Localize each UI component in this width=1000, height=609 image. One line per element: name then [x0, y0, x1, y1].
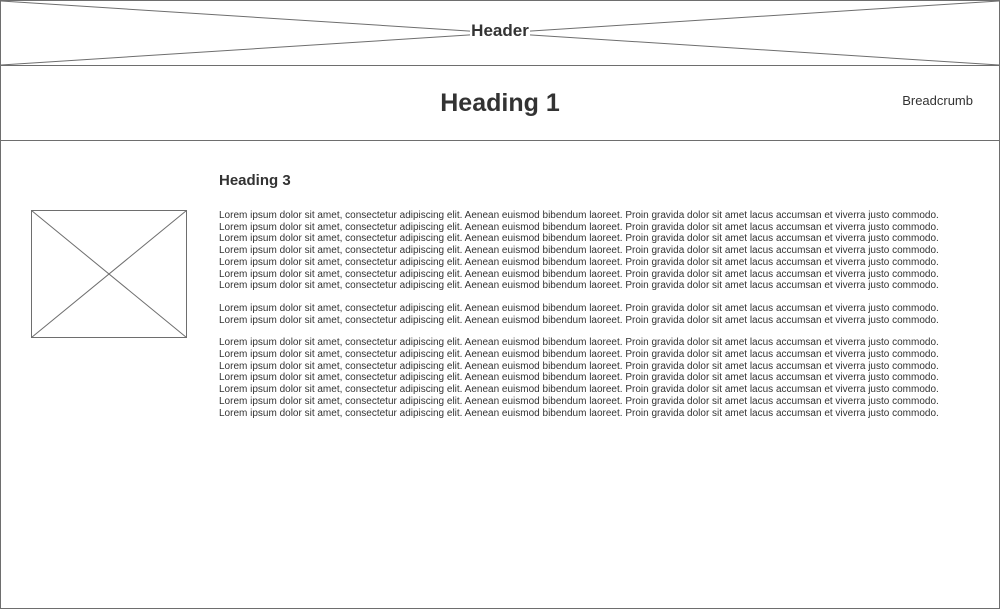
header-label: Header	[471, 21, 529, 40]
header-placeholder	[1, 1, 999, 66]
paragraph: Lorem ipsum dolor sit amet, consectetur adipiscing elit. Aenean euismod bibendum laoreet. Proin gravida dolor sit amet lacus accumsan et viverra justo commodo. Lorem ipsum dolor sit amet, consectetur adipiscing elit. Aenean euismod bibendum laoreet. Proin gravida dolor sit amet lacus accumsan et viverra justo commodo.	[219, 302, 939, 326]
section-heading: Heading 3	[219, 172, 291, 189]
header-label-wrap	[1, 21, 999, 41]
body-content	[219, 210, 941, 430]
title-bar	[1, 66, 999, 141]
paragraph: Lorem ipsum dolor sit amet, consectetur adipiscing elit. Aenean euismod bibendum laoreet. Proin gravida dolor sit amet lacus accumsan et viverra justo commodo. Lorem ipsum dolor sit amet, consectetur adipiscing elit. Aenean euismod bibendum laoreet. Proin gravida dolor sit amet lacus accumsan et viverra justo commodo. Lorem ipsum dolor sit amet, consectetur adipiscing elit. Aenean euismod bibendum laoreet. Proin gravida dolor sit amet lacus accumsan et viverra justo commodo. Lorem ipsum dolor sit amet, consectetur adipiscing elit. Aenean euismod bibendum laoreet. Proin gravida dolor sit amet lacus accumsan et viverra justo commodo. Lorem ipsum dolor sit amet, consectetur adipiscing elit. Aenean euismod bibendum laoreet. Proin gravida dolor sit amet lacus accumsan et viverra justo commodo. Lorem ipsum dolor sit amet, consectetur adipiscing elit. Aenean euismod bibendum laoreet. Proin gravida dolor sit amet lacus accumsan et viverra justo commodo. Lorem ipsum dolor sit amet, consectetur adipiscing elit. Aenean euismod bibendum laoreet. Proin gravida dolor sit amet lacus accumsan et viverra justo commodo.	[219, 337, 939, 419]
page-title: Heading 1	[440, 89, 560, 117]
image-placeholder	[31, 210, 187, 338]
paragraph: Lorem ipsum dolor sit amet, consectetur adipiscing elit. Aenean euismod bibendum laoreet. Proin gravida dolor sit amet lacus accumsan et viverra justo commodo. Lorem ipsum dolor sit amet, consectetur adipiscing elit. Aenean euismod bibendum laoreet. Proin gravida dolor sit amet lacus accumsan et viverra justo commodo. Lorem ipsum dolor sit amet, consectetur adipiscing elit. Aenean euismod bibendum laoreet. Proin gravida dolor sit amet lacus accumsan et viverra justo commodo. Lorem ipsum dolor sit amet, consectetur adipiscing elit. Aenean euismod bibendum laoreet. Proin gravida dolor sit amet lacus accumsan et viverra justo commodo. Lorem ipsum dolor sit amet, consectetur adipiscing elit. Aenean euismod bibendum laoreet. Proin gravida dolor sit amet lacus accumsan et viverra justo commodo. Lorem ipsum dolor sit amet, consectetur adipiscing elit. Aenean euismod bibendum laoreet. Proin gravida dolor sit amet lacus accumsan et viverra justo commodo. Lorem ipsum dolor sit amet, consectetur adipiscing elit. Aenean euismod bibendum laoreet. Proin gravida dolor sit amet lacus accumsan et viverra justo commodo.	[219, 210, 939, 292]
breadcrumb[interactable]: Breadcrumb	[902, 93, 973, 108]
